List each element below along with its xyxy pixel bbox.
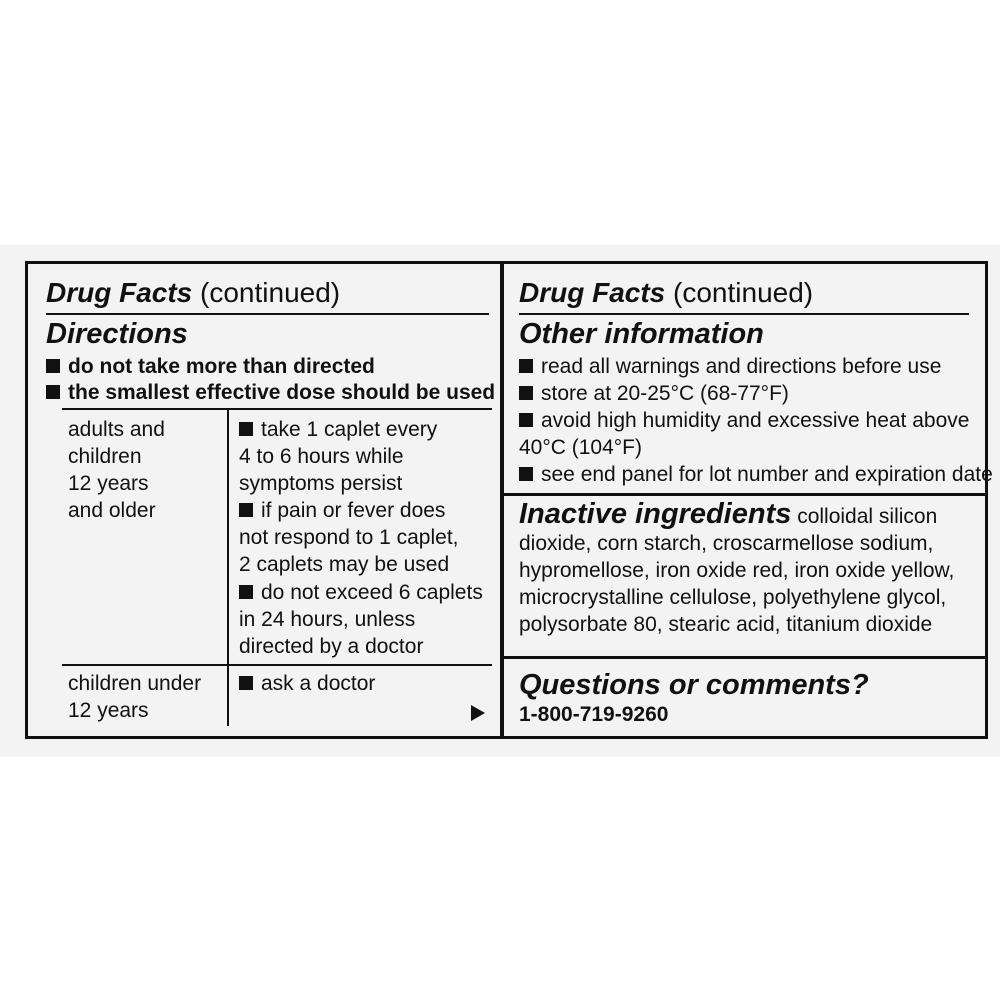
inactive-ingredients-section: Inactive ingredients colloidal silicon dioxide, corn starch, croscarmellose sodium, hypromellose, iron oxide red, iron oxide yellow, microcrystalline cellulose, polyethylene glycol, polysorbate 80, stearic acid, titanium dioxide [519,498,955,636]
other-info-item: see end panel for lot number and expiration date [519,461,996,488]
right-triangle-icon [471,705,485,721]
directions-title: Directions [46,318,188,350]
age-group-cell: children under 12 years [68,672,202,722]
inactive-ingredients-title: Inactive ingredients [519,498,792,530]
instruction-item: take 1 caplet every 4 to 6 hours while symptoms persist [239,418,438,495]
age-group-cell: adults and children 12 years and older [68,418,165,522]
table-rule [62,408,492,410]
section-divider [504,493,985,496]
other-information-title: Other information [519,318,764,350]
other-info-item: store at 20-25°C (68-77°F) [519,380,996,407]
instruction-item: do not exceed 6 caplets in 24 hours, unless directed by a doctor [239,581,483,658]
square-bullet-icon [239,503,253,517]
drug-facts-continued: (continued) [200,277,341,308]
square-bullet-icon [46,359,60,373]
square-bullet-icon [519,467,533,481]
square-bullet-icon [239,422,253,436]
section-divider [504,656,985,659]
square-bullet-icon [519,359,533,373]
square-bullet-icon [46,385,60,399]
instruction-item: ask a doctor [239,670,375,697]
questions-title: Questions or comments? [519,669,869,701]
phone-number: 1-800-719-9260 [519,703,669,726]
bold-bullet-line: the smallest effective dose should be used [46,380,495,406]
instruction-item: if pain or fever does not respond to 1 caplet, 2 caplets may be used [239,499,459,576]
drug-facts-header [46,276,340,310]
square-bullet-icon [519,386,533,400]
drug-facts-header [519,276,813,310]
other-info-item: avoid high humidity and excessive heat above 40°C (104°F) [519,409,970,459]
table-rule [62,664,492,666]
drug-facts-continued: (continued) [673,277,814,308]
other-info-item: read all warnings and directions before use [519,353,996,380]
drug-facts-directions-panel [25,261,503,739]
bold-bullet-line: do not take more than directed [46,354,375,380]
square-bullet-icon [519,413,533,427]
square-bullet-icon [239,585,253,599]
square-bullet-icon [239,676,253,690]
table-column-divider [227,408,229,726]
drug-facts-title: Drug Facts [46,277,193,308]
header-rule [46,313,489,315]
drug-facts-title: Drug Facts [519,277,666,308]
drug-facts-other-panel [501,261,993,739]
header-rule [519,313,969,315]
